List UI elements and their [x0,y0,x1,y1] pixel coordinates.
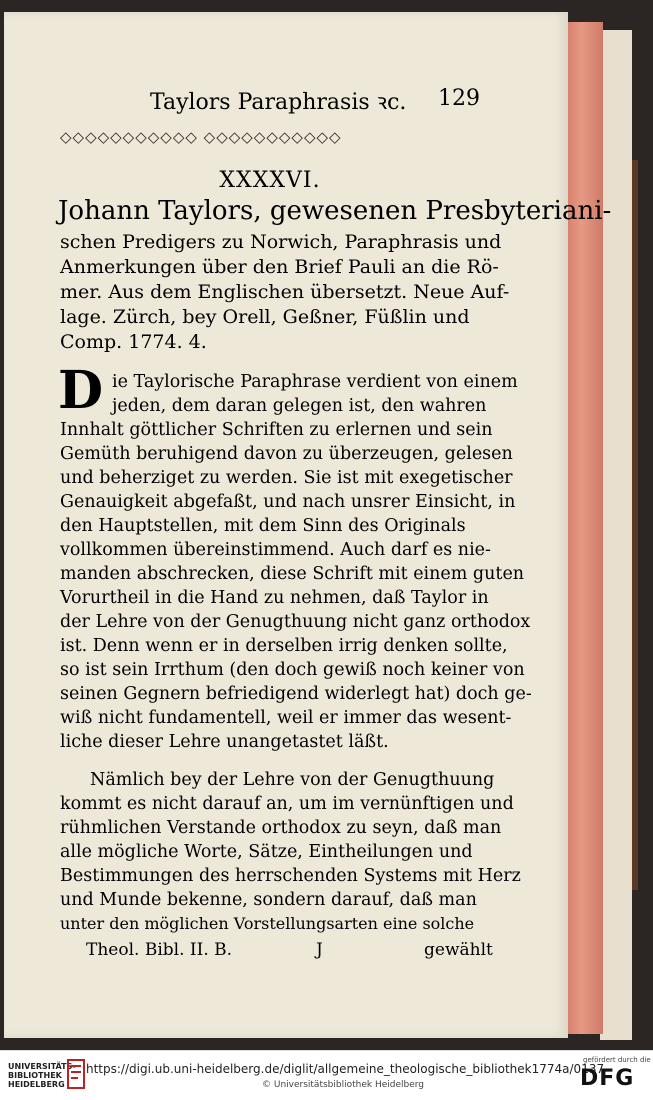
signature-mark: Theol. Bibl. II. B. [86,940,233,960]
body-line: alle mögliche Worte, Sätze, Eintheilungen und [60,842,473,862]
body-line: Genauigkeit abgefaßt, und nach unsrer Einsicht, in [60,492,516,512]
body-line: kommt es nicht darauf an, um im vernünftigen und [60,794,514,814]
library-logo-line: HEIDELBERG [8,1080,65,1089]
drop-capital: D [58,360,104,421]
body-line: den Hauptstellen, mit dem Sinn des Originals [60,516,466,536]
title-line: Comp. 1774. 4. [60,331,207,353]
copyright-notice: © Universitätsbibliothek Heidelberg [262,1080,425,1090]
title-line: lage. Zürch, bey Orell, Geßner, Füßlin und [60,306,470,328]
running-title: Taylors Paraphrasis ꝛc. [150,90,407,115]
pastedown-strip [600,30,632,1040]
body-line: Vorurtheil in die Hand zu nehmen, daß Taylor in [60,588,489,608]
title-line: Johann Taylors, gewesenen Presbyteriani- [58,196,612,226]
ornament-rule: ◇◇◇◇◇◇◇◇◇◇◇ ◇◇◇◇◇◇◇◇◇◇◇ [60,128,342,146]
title-line: mer. Aus dem Englischen übersetzt. Neue Auf- [60,281,510,303]
body-line: wiß nicht fundamentell, weil er immer das wesent- [60,708,512,728]
catchword: gewählt [424,940,493,960]
page-number: 129 [438,86,480,111]
body-line: Innhalt göttlicher Schriften zu erlernen und sein [60,420,493,440]
body-line: vollkommen übereinstimmend. Auch darf es nie- [60,540,491,560]
body-line: ie Taylorische Paraphrase verdient von einem [112,372,518,392]
permalink-url[interactable]: https://digi.ub.uni-heidelberg.de/diglit/allgemeine_theologische_bibliothek1774a/0137 [86,1062,605,1076]
body-line: Nämlich bey der Lehre von der Genugthuung [90,770,495,790]
title-line: Anmerkungen über den Brief Pauli an die Rö- [60,256,499,278]
body-line: rühmlichen Verstande orthodox zu seyn, daß man [60,818,502,838]
body-line: so ist sein Irrthum (den doch gewiß noch keiner von [60,660,525,680]
running-head [150,86,480,116]
library-logo-line: UNIVERSITÄTS- [8,1062,76,1071]
title-line: schen Predigers zu Norwich, Paraphrasis und [60,231,502,253]
body-line: manden abschrecken, diese Schrift mit einem guten [60,564,525,584]
library-emblem-icon [66,1058,88,1090]
body-line: der Lehre von der Genugthuung nicht ganz orthodox [60,612,531,632]
body-line: und beherziget zu werden. Sie ist mit exegetischer [60,468,513,488]
body-line: seinen Gegnern befriedigend widerlegt hat) doch ge- [60,684,532,704]
signature-letter: J [316,940,323,960]
red-page-edges [566,22,603,1034]
body-line: jeden, dem daran gelegen ist, den wahren [112,396,487,416]
body-line: und Munde bekenne, sondern darauf, daß man [60,890,477,910]
dfg-logo[interactable]: DFG [580,1066,635,1091]
body-line: Bestimmungen des herrschenden Systems mit Herz [60,866,521,886]
body-line: unter den möglichen Vorstellungsarten eine solche [60,914,475,933]
article-numeral: XXXXVI. [219,168,321,193]
body-line: ist. Denn wenn er in derselben irrig denken sollte, [60,636,508,656]
funder-note: gefördert durch die [583,1056,651,1064]
library-logo-line: BIBLIOTHEK [8,1071,62,1080]
body-line: Gemüth beruhigend davon zu überzeugen, gelesen [60,444,513,464]
body-line: liche dieser Lehre unangetastet läßt. [60,732,389,752]
